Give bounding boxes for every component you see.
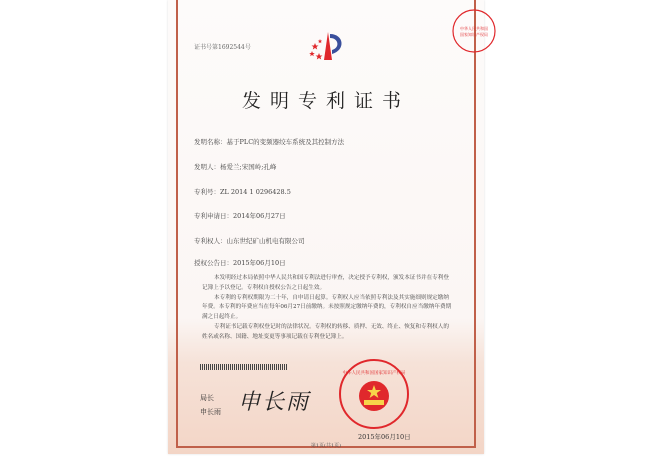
field-application-date: 专利申请日：2014年06月27日 xyxy=(194,212,286,220)
field-patentee: 专利权人：山东世纪矿山机电有限公司 xyxy=(194,237,305,245)
paragraph-grant: 本发明经过本局依照中华人民共和国专利法进行审查，决定授予专利权，颁发本证书并在专利登记簿上予以登记。专利权自授权公告之日起生效。 xyxy=(202,275,449,291)
seal-text: 中华人民共和国国家知识产权局 xyxy=(342,371,406,376)
signatory-name: 申长雨 xyxy=(200,408,221,416)
paragraph-term: 本专利的专利权期限为二十年，自申请日起算。专利权人应当依照专利法及其实施细则规定缴纳年费。本专利的年费应当在每年06月27日前缴纳。未按照规定缴纳年费的，专利权自应当缴纳年费期满之日起终止。 xyxy=(202,294,452,321)
national-emblem-seal xyxy=(338,358,410,430)
field-patent-number: 专利号：ZL 2014 1 0296428.5 xyxy=(194,188,291,196)
certificate-border xyxy=(176,0,476,448)
certificate-paragraphs xyxy=(202,274,454,343)
cnipa-logo xyxy=(308,30,348,62)
field-inventors: 发明人：杨爱兰;宋国岭;孔峰 xyxy=(194,163,277,171)
handwritten-signature: 申长雨 xyxy=(238,390,311,415)
field-grant-date: 授权公告日：2015年06月10日 xyxy=(194,259,286,267)
patent-office-seal-top xyxy=(451,8,497,54)
svg-text:中华人民共和国: 中华人民共和国 xyxy=(460,26,488,31)
paragraph-status: 专利证书记载专利权登记时的法律状况。专利权的转移、质押、无效、终止、恢复和专利权人的姓名或名称、国籍、地址变更等事项记载在专利登记簿上。 xyxy=(202,323,449,340)
barcode xyxy=(200,364,288,370)
signatory-title: 局长 xyxy=(200,394,214,402)
field-invention-name: 发明名称：基于PLC的变频器绞车系统及其控制方法 xyxy=(194,138,345,146)
seal-date: 2015年06月10日 xyxy=(358,433,411,441)
page-indicator: 第1页(共1页) xyxy=(310,443,342,449)
certificate-title: 发明专利证书 xyxy=(241,90,410,112)
certificate-number: 证书号第1692544号 xyxy=(194,44,251,51)
svg-text:国家知识产权局: 国家知识产权局 xyxy=(460,32,488,37)
patent-certificate xyxy=(168,0,488,454)
